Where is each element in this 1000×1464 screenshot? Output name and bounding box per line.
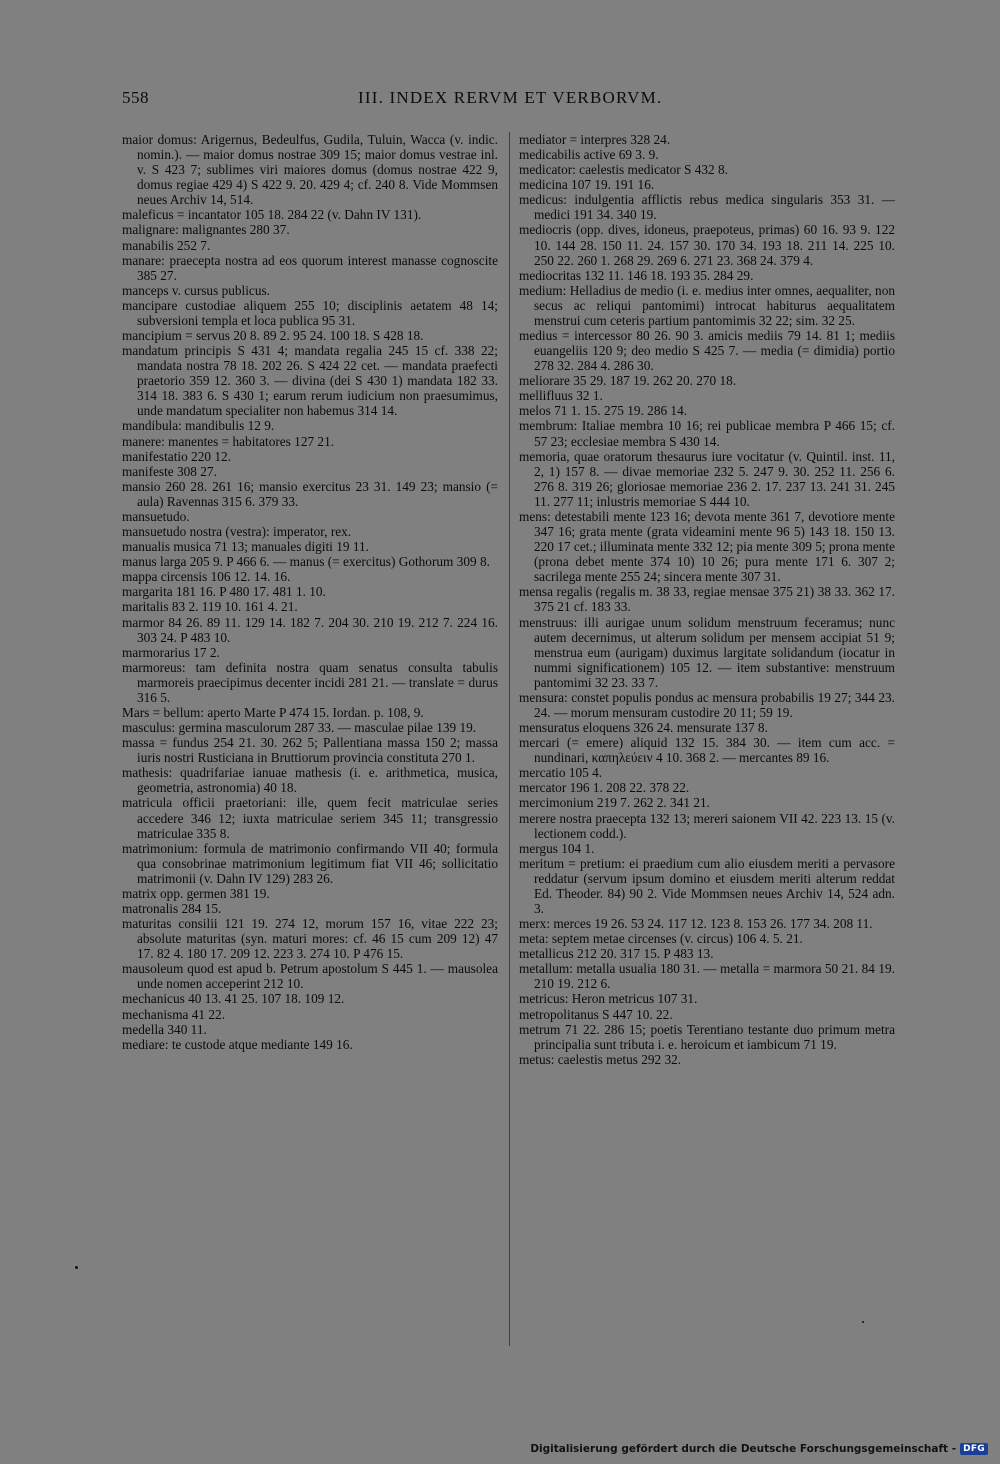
index-entry: mercari (= emere) aliquid 132 15. 384 30. — item cum acc. = nundinari, καπηλεύειν 4 10. 368 2. — mercantes 89 16. (519, 735, 895, 766)
index-entry: matrimonium: formula de matrimonio confirmando VII 40; formula qua consobrinae matrimonium legitimum fiat VII 46; sollicitatio matrimonii (v. Dahn IV 129) 283 26. (122, 840, 498, 886)
column-divider (509, 132, 510, 1346)
index-entry: mechanicus 40 13. 41 25. 107 18. 109 12. (122, 991, 345, 1007)
index-entry: maturitas consilii 121 19. 274 12, morum 157 16, vitae 222 23; absolute maturitas (syn. maturi mores: cf. 46 15 cum 209 12) 47 17. 82 4. 180 17. 209 12. 223 3. 274 10. P 476 15. (122, 916, 498, 962)
index-entry: mensa regalis (regalis m. 38 33, regiae mensae 375 21) 38 33. 362 17. 375 21 cf. 183 33. (519, 584, 895, 615)
index-entry: maior domus: Arigernus, Bedeulfus, Gudila, Tuluin, Wacca (v. indic. nomin.). — maior domus nostrae 309 15; maior domus vestrae inl. v. S 423 7; sublimes viri maiores domus (domus nostrae 422 9, domus regiae 429 4) S 422 9. 20. 429 4; cf. 240 8. Vide Mommsen neues Archiv 14, 514. (122, 132, 498, 208)
index-entry: mediare: te custode atque mediante 149 16. (122, 1036, 353, 1052)
left-column (122, 132, 498, 1052)
index-entry: manabilis 252 7. (122, 237, 211, 253)
index-entry: mergus 104 1. (519, 840, 595, 856)
index-entry: masculus: germina masculorum 287 33. — masculae pilae 139 19. (122, 720, 477, 736)
index-entry: mancipium = servus 20 8. 89 2. 95 24. 100 18. S 428 18. (122, 328, 424, 344)
running-title: III. INDEX RERVM ET VERBORVM. (358, 88, 663, 107)
index-entry: matricula officii praetoriani: ille, quem fecit matriculae series accedere 346 12; iuxta matriculae seriem 345 11; transgressio matriculae 335 8. (122, 795, 498, 841)
footer-text: Digitalisierung gefördert durch die Deutsche Forschungsgemeinschaft - (530, 1443, 957, 1455)
index-entry: memoria, quae oratorum thesaurus iure vocitatur (v. Quintil. inst. 11, 2, 1) 157 8. — divae memoriae 232 5. 247 9. 30. 252 11. 256 6. 276 8. 319 26; gloriosae memoriae 236 2. 17. 237 13. 241 31. 245 11. 277 11; inlustris memoriae S 444 10. (519, 448, 895, 509)
index-entry: mausoleum quod est apud b. Petrum apostolum S 445 1. — mausolea unde nomen acceperint 212 10. (122, 961, 498, 992)
index-entry: massa = fundus 254 21. 30. 262 5; Pallentiana massa 150 2; massa iuris nostri Rusticiana in Bruttiorum provincia constituta 270 1. (122, 735, 498, 766)
index-entry: mandibula: mandibulis 12 9. (122, 418, 275, 434)
index-entry: meliorare 35 29. 187 19. 262 20. 270 18. (519, 373, 737, 389)
index-entry: mercatio 105 4. (519, 765, 603, 781)
index-entry: manare: praecepta nostra ad eos quorum interest manasse cognoscite 385 27. (122, 252, 498, 283)
index-entry: maleficus = incantator 105 18. 284 22 (v. Dahn IV 131). (122, 207, 422, 223)
index-entry: metus: caelestis metus 292 32. (519, 1051, 682, 1067)
scan-speck (75, 1266, 78, 1269)
index-entry: metallicus 212 20. 317 15. P 483 13. (519, 946, 714, 962)
index-entry: mercator 196 1. 208 22. 378 22. (519, 780, 690, 796)
index-entry: marmorarius 17 2. (122, 644, 220, 660)
index-entry: medicator: caelestis medicator S 432 8. (519, 162, 728, 178)
index-entry: mensuratus eloquens 326 24. mensurate 137 8. (519, 720, 768, 736)
index-entry: mansuetudo. (122, 508, 190, 524)
right-column (519, 132, 895, 1067)
index-entry: malignare: malignantes 280 37. (122, 222, 290, 238)
index-entry: matrix opp. germen 381 19. (122, 885, 270, 901)
digitization-footer (530, 1441, 988, 1457)
index-entry: metropolitanus S 447 10. 22. (519, 1006, 673, 1022)
index-entry: metallum: metalla usualia 180 31. — metalla = marmora 50 21. 84 19. 210 19. 212 6. (519, 961, 895, 992)
index-entry: mensura: constet populis pondus ac mensura probabilis 19 27; 344 23. 24. — morum mensuram custodire 20 11; 59 19. (519, 689, 895, 720)
index-entry: merere nostra praecepta 132 13; mereri saionem VII 42. 223 13. 15 (v. lectionem codd.). (519, 810, 895, 841)
index-entry: menstruus: illi aurigae unum solidum menstruum feceramus; nunc autem decernimus, ut alterum solidum per mensem accipiat 51 9; menstrua eum (aurigam) duximus largitate solidandum (iocatur in nummi significationem) 105 12. — item substantive: menstruum pantomimi 32 23. 33 7. (519, 614, 895, 690)
index-entry: manifeste 308 27. (122, 463, 217, 479)
index-entry: metricus: Heron metricus 107 31. (519, 991, 698, 1007)
index-entry: manualis musica 71 13; manuales digiti 19 11. (122, 539, 369, 555)
index-entry: medella 340 11. (122, 1021, 207, 1037)
index-entry: mechanisma 41 22. (122, 1006, 226, 1022)
index-entry: medium: Helladius de medio (i. e. medius inter omnes, aequaliter, non secus ac reliqui pantomimi) introcat habiturus aequalitatem menstrui cum ceteris partium pantomimis 32 22; sim. 32 25. (519, 282, 895, 328)
dfg-logo: DFG (960, 1443, 988, 1455)
index-entry: meta: septem metae circenses (v. circus) 106 4. 5. 21. (519, 931, 803, 947)
index-entry: medicina 107 19. 191 16. (519, 177, 655, 193)
index-entry: mansuetudo nostra (vestra): imperator, rex. (122, 524, 352, 540)
index-entry: mediator = interpres 328 24. (519, 132, 671, 147)
index-entry: mancipare custodiae aliquem 255 10; disciplinis aetatem 48 14; subversioni templa et loca publica 95 31. (122, 297, 498, 328)
index-entry: merx: merces 19 26. 53 24. 117 12. 123 8. 153 26. 177 34. 208 11. (519, 916, 873, 932)
page-number: 558 (122, 88, 149, 107)
index-entry: medicabilis active 69 3. 9. (519, 147, 659, 163)
index-entry: maritalis 83 2. 119 10. 161 4. 21. (122, 599, 298, 615)
index-entry: matronalis 284 15. (122, 900, 222, 916)
index-entry: mediocris (opp. dives, idoneus, praepoteus, primas) 60 16. 93 9. 122 10. 144 28. 150 11. 24. 157 30. 170 34. 193 18. 211 14. 225 10. 250 22. 260 1. 268 29. 269 6. 271 23. 368 24. 379 4. (519, 222, 895, 268)
index-entry: marmor 84 26. 89 11. 129 14. 182 7. 204 30. 210 19. 212 7. 224 16. 303 24. P 483 10. (122, 614, 498, 645)
index-entry: mandatum principis S 431 4; mandata regalia 245 15 cf. 338 22; mandata nostra 78 18. 202 26. S 424 22 cet. — mandata praefecti praetorio 359 12. 360 3. — divina (dei S 430 1) mandata 182 33. 314 18. 383 6. S 430 1; earum rerum iudicium non praesumimus, unde mandatum specialiter non habemus 314 14. (122, 343, 498, 419)
index-entry: mens: detestabili mente 123 16; devota mente 361 7, devotiore mente 347 16; grata mente (grata videamini mente 96 5) 143 18. 150 13. 220 17 cet.; illuminata mente 332 12; pia mente 309 5; prona mente (prona debet mente 374 10) 10 26; pura mente 171 6. 307 2; sacrilega mente 255 24; sincera mente 307 31. (519, 508, 895, 585)
index-entry: margarita 181 16. P 480 17. 481 1. 10. (122, 584, 326, 600)
page-header (122, 88, 885, 114)
index-entry: mellifluus 32 1. (519, 388, 603, 404)
index-entry: meritum = pretium: ei praedium cum alio eiusdem meriti a pervasore reddatur (servum ipsum domino et eiusdem meriti alterum reddat Ed. Theoder. 84) 90 2. Vide Mommsen neues Archiv 14, 524 adn. 3. (519, 855, 895, 916)
index-entry: mediocritas 132 11. 146 18. 193 35. 284 29. (519, 267, 754, 283)
index-entry: Mars = bellum: aperto Marte P 474 15. Iordan. p. 108, 9. (122, 704, 424, 720)
scan-speck (862, 1321, 864, 1323)
index-entry: manifestatio 220 12. (122, 448, 231, 464)
index-entry: manceps v. cursus publicus. (122, 282, 270, 298)
index-entry: medius = intercessor 80 26. 90 3. amicis mediis 79 14. 81 1; mediis euangeliis 120 9; deo medio S 425 7. — media (= dimidia) portio 278 32. 284 4. 286 30. (519, 328, 895, 374)
index-entry: mappa circensis 106 12. 14. 16. (122, 569, 291, 585)
index-entry: marmoreus: tam definita nostra quam senatus consulta tabulis marmoreis praecipimus decenter incidi 281 21. — translate = durus 316 5. (122, 659, 498, 705)
index-entry: manere: manentes = habitatores 127 21. (122, 433, 335, 449)
index-entry: mercimonium 219 7. 262 2. 341 21. (519, 795, 710, 811)
index-entry: mathesis: quadrifariae ianuae mathesis (i. e. arithmetica, musica, geometria, astronomia) 40 18. (122, 765, 498, 796)
index-entry: melos 71 1. 15. 275 19. 286 14. (519, 403, 688, 419)
index-entry: membrum: Italiae membra 10 16; rei publicae membra P 466 15; cf. 57 23; ecclesiae membra S 430 14. (519, 418, 895, 449)
index-entry: metrum 71 22. 286 15; poetis Terentiano testante duo primum metra principalia sunt tributa i. e. heroicum et iambicum 71 19. (519, 1021, 895, 1052)
index-entry: manus larga 205 9. P 466 6. — manus (= exercitus) Gothorum 309 8. (122, 554, 490, 570)
index-entry: mansio 260 28. 261 16; mansio exercitus 23 31. 149 23; mansio (= aula) Ravennas 315 6. 379 33. (122, 478, 498, 509)
index-entry: medicus: indulgentia afflictis rebus medica singularis 353 31. — medici 191 34. 340 19. (519, 192, 895, 223)
